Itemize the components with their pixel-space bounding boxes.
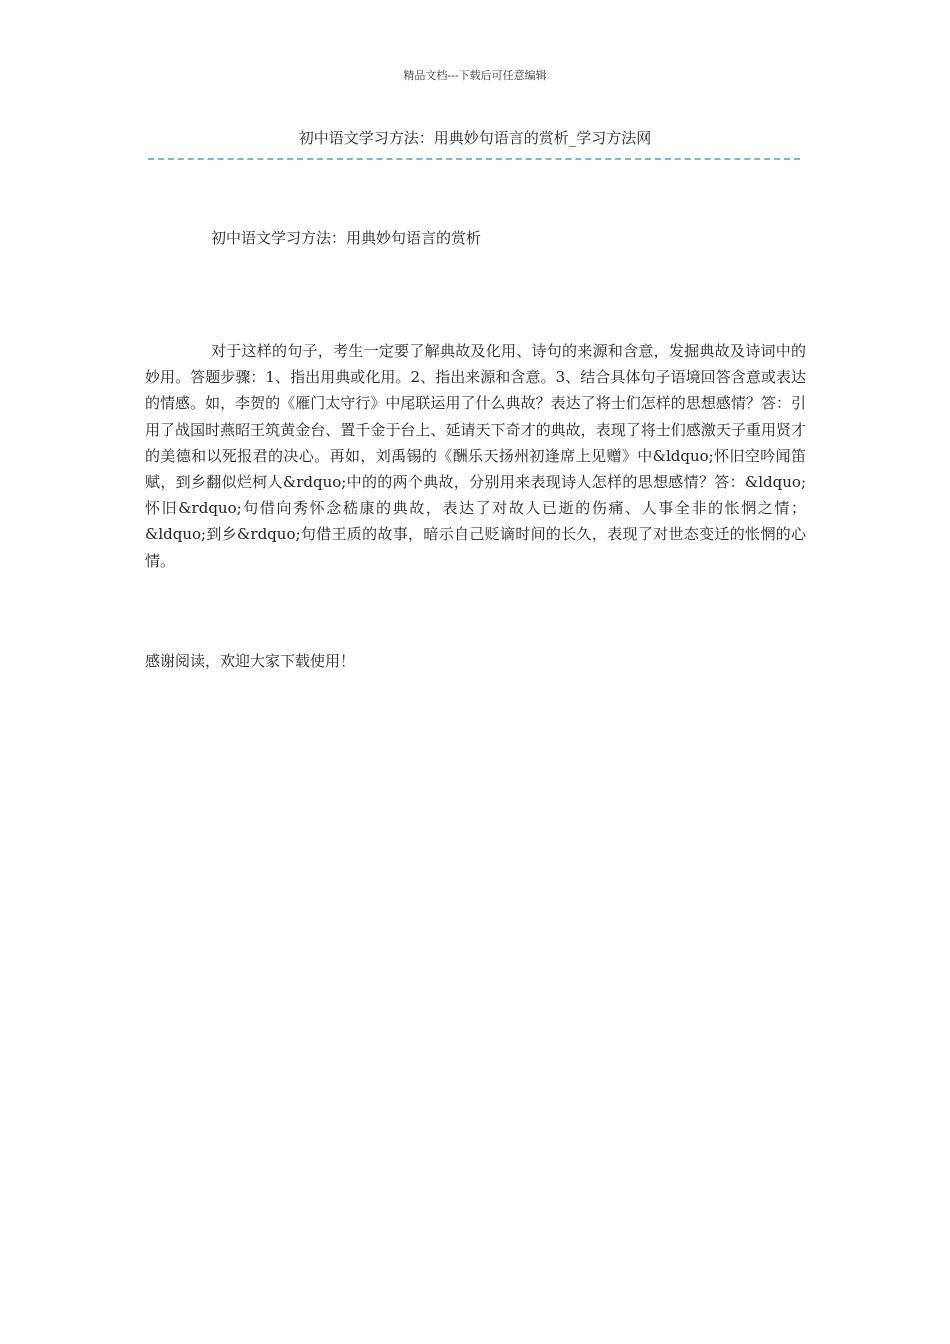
header-note: 精品文档---下载后可任意编辑 bbox=[403, 69, 547, 82]
body-paragraph: 对于这样的句子，考生一定要了解典故及化用、诗句的来源和含意，发掘典故及诗词中的妙用。答题步骤：1、指出用典或化用。2、指出来源和含意。3、结合具体句子语境回答含意或表达的情感。如，李贺的《雁门太守行》中尾联运用了什么典故？表达了将士们怎样的思想感情？答：引用了战国时燕昭王筑黄金台、置千金于台上、延请天下奇才的典故，表现了将士们感激天子重用贤才的美德和以死报君的决心。再如，刘禹锡的《酬乐天扬州初逢席上见赠》中&ldquo;怀旧空吟闻笛赋，到乡翻似烂柯人&rdquo;中的的两个典故，分别用来表现诗人怎样的思想感情？答：&ldquo;怀旧&rdquo;句借向秀怀念嵇康的典故，表达了对故人已逝的伤痛、人事全非的怅惘之情；&ldquo;到乡&rdquo;句借王质的故事，暗示自己贬谪时间的长久，表现了对世态变迁的怅惘的心情。 bbox=[145, 342, 806, 570]
title-divider bbox=[148, 158, 800, 160]
closing-note: 感谢阅读，欢迎大家下载使用！ bbox=[145, 652, 356, 670]
article-subtitle: 初中语文学习方法：用典妙句语言的赏析 bbox=[211, 229, 482, 247]
document-title: 初中语文学习方法：用典妙句语言的赏析_学习方法网 bbox=[298, 129, 652, 147]
